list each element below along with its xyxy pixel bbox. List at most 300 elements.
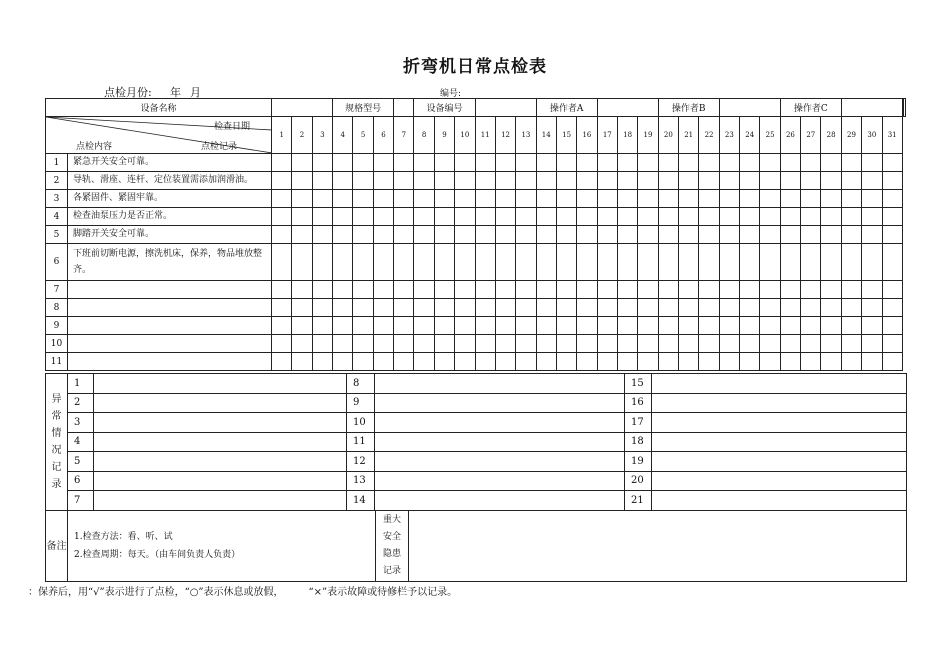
check-cell[interactable] — [658, 281, 678, 299]
check-cell[interactable] — [455, 208, 475, 226]
abnormal-entry[interactable] — [94, 374, 347, 394]
check-cell[interactable] — [882, 299, 902, 317]
check-cell[interactable] — [740, 190, 760, 208]
check-cell[interactable] — [638, 154, 658, 172]
check-cell[interactable] — [577, 353, 597, 371]
abnormal-entry[interactable] — [94, 413, 347, 433]
check-cell[interactable] — [353, 335, 373, 353]
check-cell[interactable] — [312, 154, 332, 172]
check-cell[interactable] — [597, 190, 617, 208]
check-cell[interactable] — [699, 226, 719, 244]
check-cell[interactable] — [699, 281, 719, 299]
check-cell[interactable] — [536, 172, 556, 190]
check-cell[interactable] — [841, 172, 861, 190]
check-cell[interactable] — [719, 281, 739, 299]
check-cell[interactable] — [699, 190, 719, 208]
check-cell[interactable] — [495, 335, 515, 353]
check-cell[interactable] — [434, 244, 454, 281]
abnormal-entry[interactable] — [94, 452, 347, 472]
check-cell[interactable] — [556, 317, 576, 335]
check-cell[interactable] — [434, 317, 454, 335]
check-cell[interactable] — [516, 226, 536, 244]
check-cell[interactable] — [638, 299, 658, 317]
check-cell[interactable] — [516, 154, 536, 172]
check-cell[interactable] — [862, 353, 882, 371]
check-cell[interactable] — [862, 226, 882, 244]
abnormal-entry[interactable] — [652, 491, 907, 511]
check-cell[interactable] — [821, 281, 841, 299]
check-cell[interactable] — [455, 154, 475, 172]
check-cell[interactable] — [821, 335, 841, 353]
check-cell[interactable] — [699, 317, 719, 335]
check-cell[interactable] — [475, 154, 495, 172]
abnormal-entry[interactable] — [375, 491, 625, 511]
check-cell[interactable] — [455, 317, 475, 335]
check-cell[interactable] — [638, 244, 658, 281]
check-cell[interactable] — [536, 299, 556, 317]
check-cell[interactable] — [841, 335, 861, 353]
check-cell[interactable] — [658, 208, 678, 226]
check-cell[interactable] — [495, 299, 515, 317]
check-cell[interactable] — [679, 281, 699, 299]
abnormal-entry[interactable] — [652, 413, 907, 433]
check-cell[interactable] — [821, 172, 841, 190]
check-cell[interactable] — [862, 208, 882, 226]
check-cell[interactable] — [740, 335, 760, 353]
check-cell[interactable] — [699, 335, 719, 353]
check-cell[interactable] — [312, 299, 332, 317]
check-cell[interactable] — [495, 172, 515, 190]
check-cell[interactable] — [760, 226, 780, 244]
check-cell[interactable] — [740, 172, 760, 190]
check-cell[interactable] — [272, 317, 292, 335]
check-cell[interactable] — [862, 172, 882, 190]
check-cell[interactable] — [292, 335, 312, 353]
check-cell[interactable] — [740, 154, 760, 172]
check-cell[interactable] — [577, 281, 597, 299]
check-cell[interactable] — [536, 154, 556, 172]
check-cell[interactable] — [577, 172, 597, 190]
check-cell[interactable] — [841, 353, 861, 371]
check-cell[interactable] — [617, 244, 637, 281]
check-cell[interactable] — [414, 172, 434, 190]
check-cell[interactable] — [333, 226, 353, 244]
check-cell[interactable] — [862, 154, 882, 172]
check-cell[interactable] — [577, 208, 597, 226]
check-cell[interactable] — [699, 353, 719, 371]
check-cell[interactable] — [516, 244, 536, 281]
check-cell[interactable] — [821, 154, 841, 172]
check-cell[interactable] — [597, 226, 617, 244]
abnormal-entry[interactable] — [652, 452, 907, 472]
check-cell[interactable] — [882, 281, 902, 299]
check-cell[interactable] — [536, 190, 556, 208]
check-cell[interactable] — [821, 226, 841, 244]
check-cell[interactable] — [556, 244, 576, 281]
check-cell[interactable] — [475, 244, 495, 281]
abnormal-entry[interactable] — [375, 452, 625, 472]
abnormal-entry[interactable] — [375, 471, 625, 491]
check-cell[interactable] — [394, 154, 414, 172]
check-cell[interactable] — [455, 335, 475, 353]
check-cell[interactable] — [373, 154, 393, 172]
check-cell[interactable] — [841, 190, 861, 208]
check-cell[interactable] — [495, 208, 515, 226]
check-cell[interactable] — [658, 335, 678, 353]
check-cell[interactable] — [434, 281, 454, 299]
check-cell[interactable] — [740, 299, 760, 317]
check-cell[interactable] — [516, 335, 536, 353]
check-cell[interactable] — [699, 154, 719, 172]
check-cell[interactable] — [882, 353, 902, 371]
check-cell[interactable] — [292, 299, 312, 317]
check-cell[interactable] — [862, 244, 882, 281]
abnormal-entry[interactable] — [652, 374, 907, 394]
check-cell[interactable] — [536, 353, 556, 371]
check-cell[interactable] — [353, 154, 373, 172]
check-cell[interactable] — [780, 244, 800, 281]
check-cell[interactable] — [719, 317, 739, 335]
check-cell[interactable] — [597, 208, 617, 226]
check-cell[interactable] — [353, 353, 373, 371]
check-cell[interactable] — [292, 172, 312, 190]
check-cell[interactable] — [475, 208, 495, 226]
check-cell[interactable] — [373, 317, 393, 335]
check-cell[interactable] — [719, 226, 739, 244]
check-cell[interactable] — [617, 154, 637, 172]
abnormal-entry[interactable] — [652, 471, 907, 491]
check-cell[interactable] — [495, 317, 515, 335]
operator-c-value[interactable] — [841, 99, 902, 117]
check-cell[interactable] — [353, 317, 373, 335]
check-cell[interactable] — [740, 281, 760, 299]
check-cell[interactable] — [801, 208, 821, 226]
check-cell[interactable] — [536, 335, 556, 353]
check-cell[interactable] — [353, 208, 373, 226]
check-cell[interactable] — [516, 299, 536, 317]
check-cell[interactable] — [882, 244, 902, 281]
check-cell[interactable] — [679, 353, 699, 371]
check-cell[interactable] — [638, 226, 658, 244]
check-cell[interactable] — [719, 190, 739, 208]
check-cell[interactable] — [638, 317, 658, 335]
check-cell[interactable] — [882, 335, 902, 353]
check-cell[interactable] — [414, 281, 434, 299]
check-cell[interactable] — [760, 317, 780, 335]
check-cell[interactable] — [740, 208, 760, 226]
check-cell[interactable] — [617, 281, 637, 299]
check-cell[interactable] — [617, 335, 637, 353]
check-cell[interactable] — [617, 190, 637, 208]
abnormal-entry[interactable] — [375, 413, 625, 433]
check-cell[interactable] — [638, 281, 658, 299]
check-cell[interactable] — [434, 208, 454, 226]
abnormal-entry[interactable] — [94, 393, 347, 413]
check-cell[interactable] — [577, 190, 597, 208]
check-cell[interactable] — [455, 226, 475, 244]
check-cell[interactable] — [272, 335, 292, 353]
check-cell[interactable] — [353, 172, 373, 190]
check-cell[interactable] — [740, 317, 760, 335]
check-cell[interactable] — [394, 244, 414, 281]
check-cell[interactable] — [597, 353, 617, 371]
check-cell[interactable] — [312, 244, 332, 281]
check-cell[interactable] — [882, 154, 902, 172]
check-cell[interactable] — [455, 172, 475, 190]
check-cell[interactable] — [495, 190, 515, 208]
check-cell[interactable] — [353, 226, 373, 244]
check-cell[interactable] — [394, 226, 414, 244]
check-cell[interactable] — [841, 244, 861, 281]
check-cell[interactable] — [801, 317, 821, 335]
check-cell[interactable] — [292, 244, 312, 281]
check-cell[interactable] — [699, 299, 719, 317]
check-cell[interactable] — [821, 353, 841, 371]
check-cell[interactable] — [536, 281, 556, 299]
abnormal-entry[interactable] — [94, 491, 347, 511]
major-hazard-cell[interactable] — [409, 511, 907, 582]
check-cell[interactable] — [455, 190, 475, 208]
check-cell[interactable] — [475, 190, 495, 208]
check-cell[interactable] — [495, 244, 515, 281]
check-cell[interactable] — [801, 299, 821, 317]
check-cell[interactable] — [516, 353, 536, 371]
check-cell[interactable] — [272, 281, 292, 299]
check-cell[interactable] — [780, 190, 800, 208]
check-cell[interactable] — [312, 226, 332, 244]
check-cell[interactable] — [333, 190, 353, 208]
check-cell[interactable] — [780, 317, 800, 335]
check-cell[interactable] — [719, 208, 739, 226]
check-cell[interactable] — [292, 317, 312, 335]
check-cell[interactable] — [577, 335, 597, 353]
check-cell[interactable] — [801, 353, 821, 371]
check-cell[interactable] — [434, 226, 454, 244]
check-cell[interactable] — [394, 299, 414, 317]
check-cell[interactable] — [760, 154, 780, 172]
check-cell[interactable] — [617, 172, 637, 190]
check-cell[interactable] — [882, 172, 902, 190]
check-cell[interactable] — [679, 190, 699, 208]
check-cell[interactable] — [679, 172, 699, 190]
check-cell[interactable] — [556, 335, 576, 353]
check-cell[interactable] — [475, 226, 495, 244]
spec-model-value[interactable] — [394, 99, 414, 117]
check-cell[interactable] — [658, 299, 678, 317]
check-cell[interactable] — [373, 335, 393, 353]
check-cell[interactable] — [556, 299, 576, 317]
check-cell[interactable] — [740, 226, 760, 244]
check-cell[interactable] — [597, 281, 617, 299]
check-cell[interactable] — [658, 154, 678, 172]
check-cell[interactable] — [801, 281, 821, 299]
check-cell[interactable] — [760, 335, 780, 353]
check-cell[interactable] — [556, 281, 576, 299]
check-cell[interactable] — [577, 244, 597, 281]
check-cell[interactable] — [801, 335, 821, 353]
operator-a-value[interactable] — [597, 99, 658, 117]
check-cell[interactable] — [333, 208, 353, 226]
check-cell[interactable] — [841, 299, 861, 317]
check-cell[interactable] — [516, 208, 536, 226]
check-cell[interactable] — [414, 299, 434, 317]
check-cell[interactable] — [679, 317, 699, 335]
check-cell[interactable] — [353, 281, 373, 299]
check-cell[interactable] — [312, 281, 332, 299]
check-cell[interactable] — [414, 317, 434, 335]
check-cell[interactable] — [373, 208, 393, 226]
check-cell[interactable] — [556, 154, 576, 172]
check-cell[interactable] — [353, 190, 373, 208]
check-cell[interactable] — [516, 317, 536, 335]
check-cell[interactable] — [556, 172, 576, 190]
check-cell[interactable] — [780, 299, 800, 317]
equipment-name-value[interactable] — [272, 99, 333, 117]
check-cell[interactable] — [617, 299, 637, 317]
check-cell[interactable] — [333, 281, 353, 299]
check-cell[interactable] — [882, 226, 902, 244]
check-cell[interactable] — [841, 208, 861, 226]
check-cell[interactable] — [455, 299, 475, 317]
check-cell[interactable] — [414, 190, 434, 208]
check-cell[interactable] — [658, 244, 678, 281]
check-cell[interactable] — [780, 226, 800, 244]
check-cell[interactable] — [333, 335, 353, 353]
check-cell[interactable] — [434, 335, 454, 353]
check-cell[interactable] — [658, 226, 678, 244]
check-cell[interactable] — [556, 208, 576, 226]
check-cell[interactable] — [333, 154, 353, 172]
check-cell[interactable] — [658, 172, 678, 190]
check-cell[interactable] — [292, 154, 312, 172]
check-cell[interactable] — [312, 190, 332, 208]
check-cell[interactable] — [841, 226, 861, 244]
abnormal-entry[interactable] — [652, 432, 907, 452]
check-cell[interactable] — [475, 317, 495, 335]
check-cell[interactable] — [475, 281, 495, 299]
check-cell[interactable] — [740, 244, 760, 281]
check-cell[interactable] — [801, 154, 821, 172]
check-cell[interactable] — [740, 353, 760, 371]
abnormal-entry[interactable] — [375, 374, 625, 394]
check-cell[interactable] — [862, 317, 882, 335]
check-cell[interactable] — [658, 353, 678, 371]
check-cell[interactable] — [699, 208, 719, 226]
check-cell[interactable] — [801, 190, 821, 208]
check-cell[interactable] — [679, 299, 699, 317]
check-cell[interactable] — [679, 335, 699, 353]
check-cell[interactable] — [556, 353, 576, 371]
check-cell[interactable] — [333, 244, 353, 281]
check-cell[interactable] — [658, 190, 678, 208]
check-cell[interactable] — [475, 299, 495, 317]
check-cell[interactable] — [719, 154, 739, 172]
check-cell[interactable] — [556, 190, 576, 208]
check-cell[interactable] — [455, 353, 475, 371]
check-cell[interactable] — [780, 281, 800, 299]
check-cell[interactable] — [414, 226, 434, 244]
check-cell[interactable] — [719, 172, 739, 190]
check-cell[interactable] — [679, 154, 699, 172]
check-cell[interactable] — [821, 190, 841, 208]
check-cell[interactable] — [292, 208, 312, 226]
check-cell[interactable] — [272, 226, 292, 244]
check-cell[interactable] — [536, 226, 556, 244]
check-cell[interactable] — [455, 244, 475, 281]
check-cell[interactable] — [658, 317, 678, 335]
check-cell[interactable] — [292, 281, 312, 299]
check-cell[interactable] — [638, 190, 658, 208]
check-cell[interactable] — [434, 353, 454, 371]
abnormal-entry[interactable] — [375, 393, 625, 413]
abnormal-entry[interactable] — [375, 432, 625, 452]
check-cell[interactable] — [536, 244, 556, 281]
check-cell[interactable] — [577, 317, 597, 335]
check-cell[interactable] — [760, 172, 780, 190]
check-cell[interactable] — [495, 154, 515, 172]
check-cell[interactable] — [434, 190, 454, 208]
check-cell[interactable] — [760, 190, 780, 208]
check-cell[interactable] — [638, 335, 658, 353]
check-cell[interactable] — [272, 244, 292, 281]
check-cell[interactable] — [780, 154, 800, 172]
check-cell[interactable] — [373, 244, 393, 281]
check-cell[interactable] — [882, 317, 902, 335]
check-cell[interactable] — [373, 281, 393, 299]
check-cell[interactable] — [394, 335, 414, 353]
check-cell[interactable] — [882, 208, 902, 226]
check-cell[interactable] — [353, 244, 373, 281]
check-cell[interactable] — [821, 244, 841, 281]
use-dept-value[interactable] — [904, 99, 906, 117]
check-cell[interactable] — [495, 226, 515, 244]
check-cell[interactable] — [862, 299, 882, 317]
check-cell[interactable] — [455, 281, 475, 299]
check-cell[interactable] — [760, 299, 780, 317]
check-cell[interactable] — [577, 226, 597, 244]
check-cell[interactable] — [699, 244, 719, 281]
check-cell[interactable] — [597, 299, 617, 317]
check-cell[interactable] — [312, 317, 332, 335]
check-cell[interactable] — [312, 335, 332, 353]
check-cell[interactable] — [394, 353, 414, 371]
check-cell[interactable] — [475, 353, 495, 371]
check-cell[interactable] — [333, 317, 353, 335]
abnormal-entry[interactable] — [94, 471, 347, 491]
check-cell[interactable] — [292, 190, 312, 208]
check-cell[interactable] — [333, 299, 353, 317]
check-cell[interactable] — [353, 299, 373, 317]
check-cell[interactable] — [394, 190, 414, 208]
abnormal-entry[interactable] — [652, 393, 907, 413]
check-cell[interactable] — [272, 190, 292, 208]
check-cell[interactable] — [434, 299, 454, 317]
check-cell[interactable] — [760, 244, 780, 281]
check-cell[interactable] — [862, 281, 882, 299]
check-cell[interactable] — [821, 208, 841, 226]
check-cell[interactable] — [536, 208, 556, 226]
check-cell[interactable] — [780, 172, 800, 190]
check-cell[interactable] — [373, 226, 393, 244]
check-cell[interactable] — [821, 299, 841, 317]
check-cell[interactable] — [638, 353, 658, 371]
check-cell[interactable] — [719, 353, 739, 371]
check-cell[interactable] — [414, 244, 434, 281]
check-cell[interactable] — [292, 353, 312, 371]
check-cell[interactable] — [760, 208, 780, 226]
equipment-no-value[interactable] — [475, 99, 536, 117]
check-cell[interactable] — [862, 190, 882, 208]
